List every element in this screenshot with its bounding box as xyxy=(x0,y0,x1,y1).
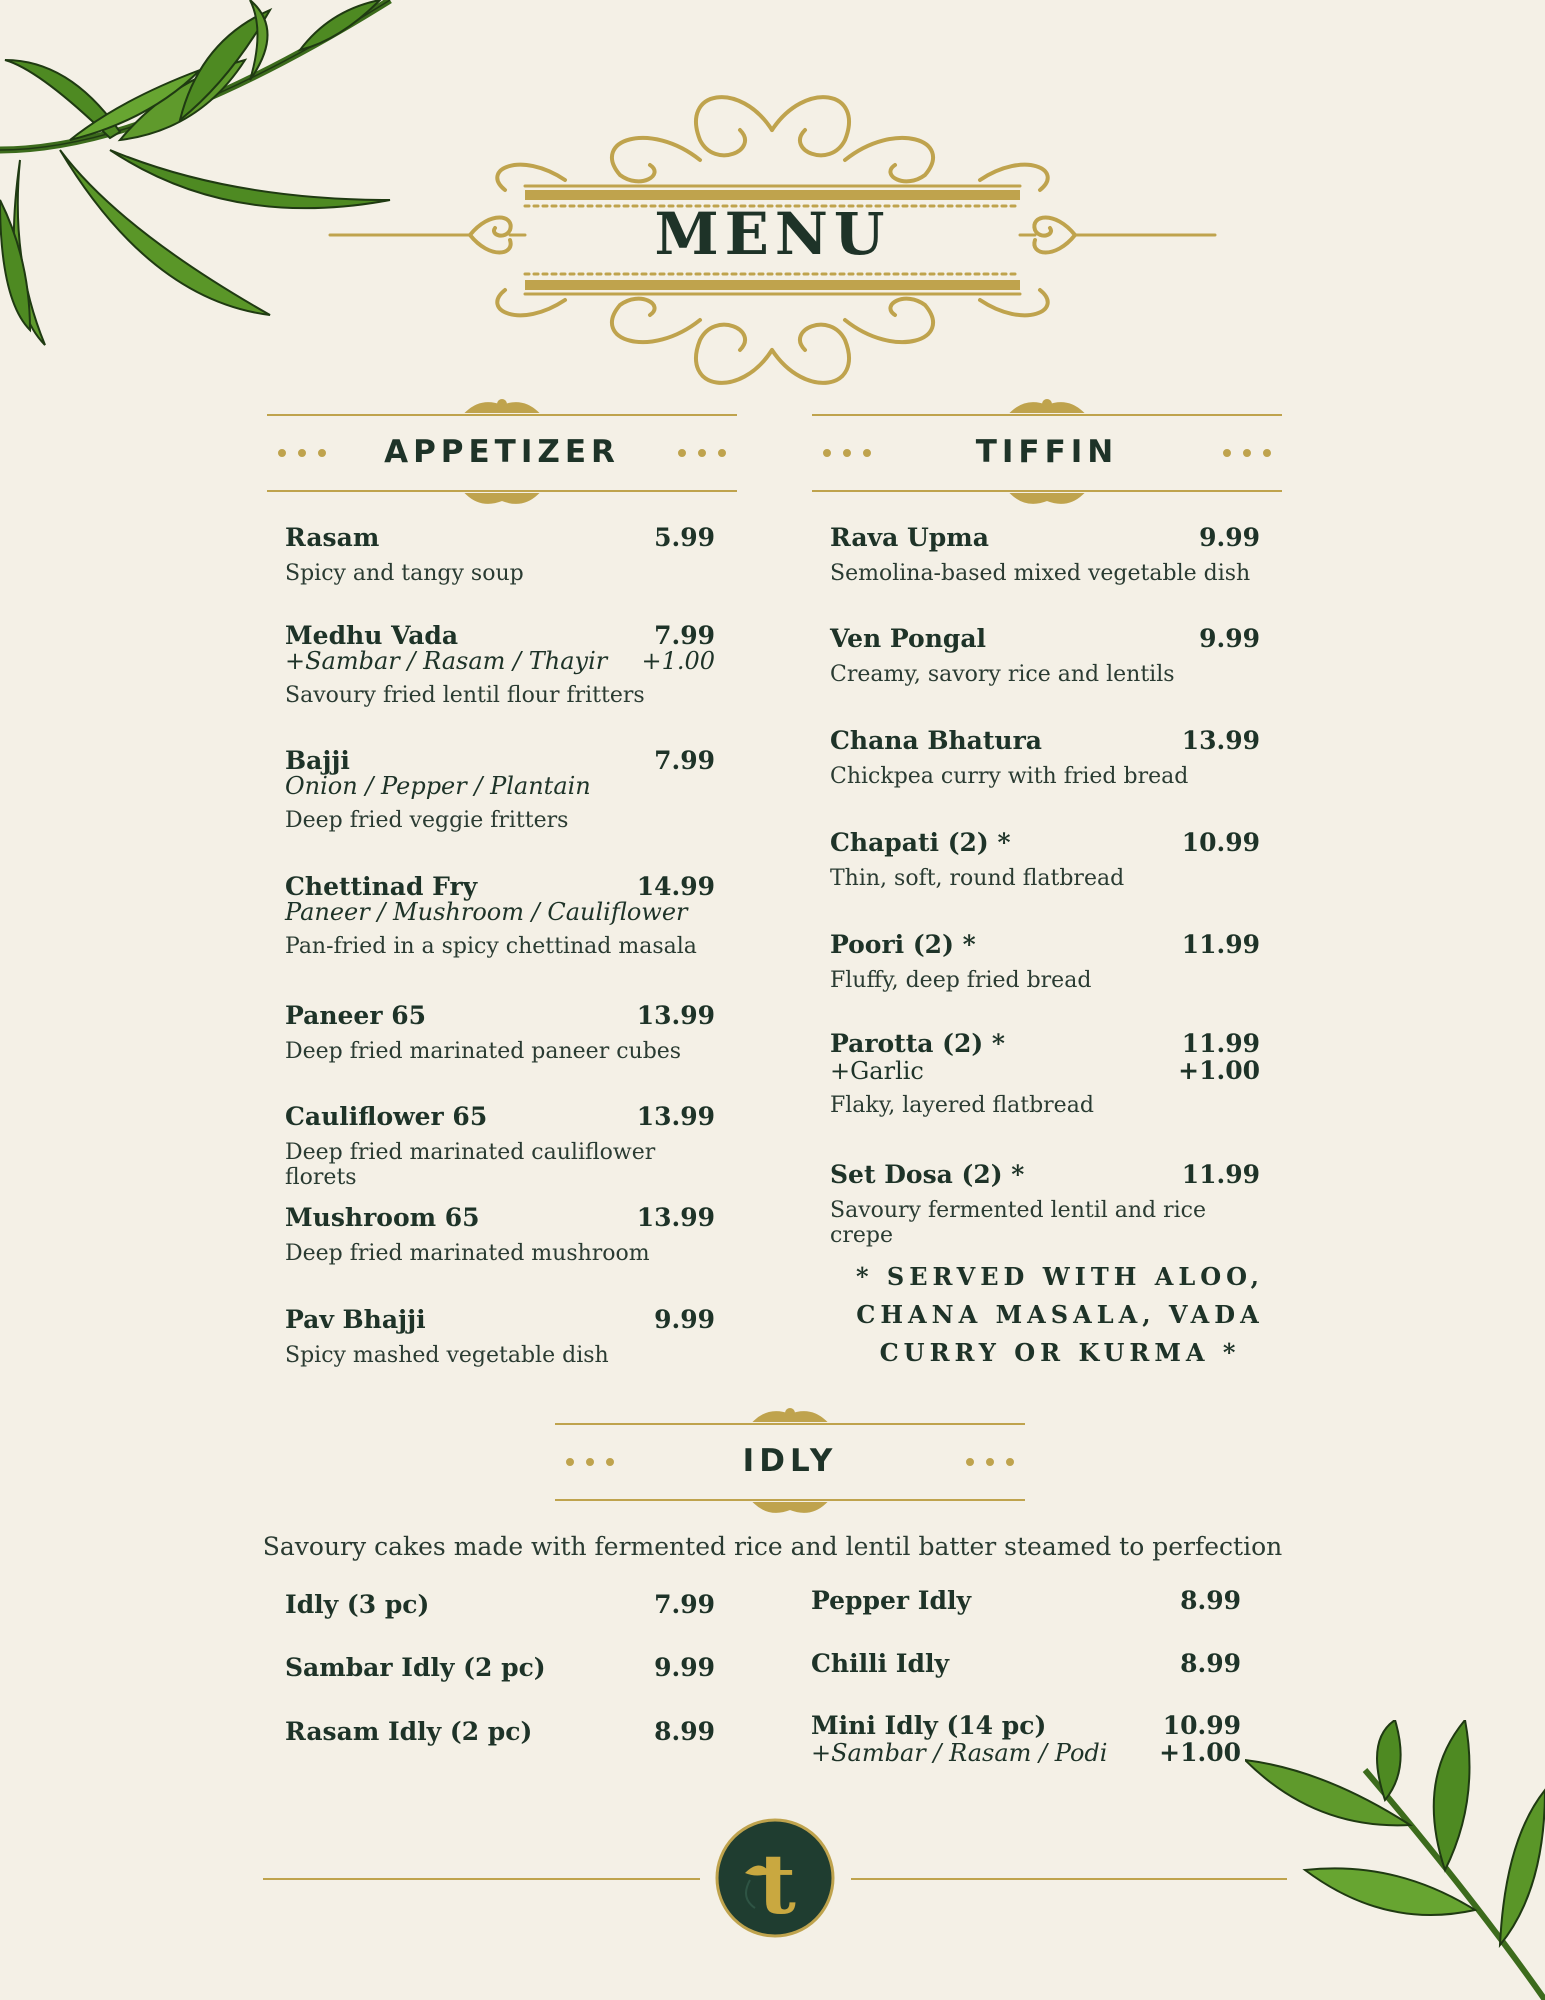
idly-description: Savoury cakes made with fermented rice and lentil batter steamed to perfection xyxy=(262,1532,1283,1561)
item-name: Idly (3 pc) xyxy=(285,1590,430,1619)
item-name: Chana Bhatura xyxy=(830,726,1042,755)
menu-item xyxy=(830,828,1260,891)
item-price: 8.99 xyxy=(1180,1649,1241,1678)
menu-item xyxy=(285,621,715,708)
item-price: 9.99 xyxy=(1199,624,1260,653)
menu-item xyxy=(811,1649,1241,1679)
item-price: 13.99 xyxy=(636,1001,715,1030)
item-name: Bajji xyxy=(285,746,350,775)
item-name: Rasam Idly (2 pc) xyxy=(285,1717,533,1746)
appetizer-section-heading xyxy=(267,398,737,508)
item-name: Parotta (2) * xyxy=(830,1029,1005,1058)
footer-divider-left xyxy=(263,1878,700,1880)
note-line: CURRY OR KURMA * xyxy=(879,1338,1241,1367)
item-description: Thin, soft, round flatbread xyxy=(830,866,1125,891)
item-name: Paneer 65 xyxy=(285,1001,426,1030)
item-name: Medhu Vada xyxy=(285,621,459,650)
item-options: Onion / Pepper / Plantain xyxy=(285,772,591,800)
menu-item xyxy=(830,523,1260,586)
footer-divider-right xyxy=(851,1878,1287,1880)
tiffin-section-heading xyxy=(812,398,1282,508)
item-name: Pav Bhajji xyxy=(285,1305,426,1334)
idly-section-heading xyxy=(555,1407,1025,1517)
item-description: Spicy mashed vegetable dish xyxy=(285,1343,609,1368)
item-options: +Sambar / Rasam / Thayir xyxy=(285,647,608,675)
tiffin-heading: TIFFIN xyxy=(975,434,1119,470)
item-name: Chapati (2) * xyxy=(830,828,1011,857)
item-description: Pan-fried in a spicy chettinad masala xyxy=(285,934,697,959)
item-description: Spicy and tangy soup xyxy=(285,561,524,586)
item-description: Deep fried marinated paneer cubes xyxy=(285,1039,682,1064)
item-description: Fluffy, deep fried bread xyxy=(830,968,1092,993)
item-price: 10.99 xyxy=(1162,1711,1241,1740)
tiffin-served-with-note xyxy=(830,1258,1290,1372)
menu-item xyxy=(285,1717,715,1747)
item-price: 13.99 xyxy=(636,1203,715,1232)
item-price: 8.99 xyxy=(1180,1586,1241,1615)
item-name: Ven Pongal xyxy=(830,624,987,653)
item-price: 13.99 xyxy=(1181,726,1260,755)
menu-item xyxy=(285,1653,715,1683)
item-option-price: +1.00 xyxy=(1178,1056,1260,1085)
menu-item xyxy=(285,1590,715,1620)
menu-item xyxy=(830,1029,1260,1118)
menu-item xyxy=(830,1160,1260,1248)
note-line: * SERVED WITH ALOO, xyxy=(855,1262,1265,1291)
item-description: Deep fried marinated mushroom xyxy=(285,1241,650,1266)
menu-item xyxy=(285,1305,715,1368)
menu-item xyxy=(285,1102,715,1190)
item-options: +Sambar / Rasam / Podi xyxy=(811,1739,1108,1767)
item-description: Flaky, layered flatbread xyxy=(830,1093,1094,1118)
item-name: Poori (2) * xyxy=(830,930,976,959)
item-options: +Garlic xyxy=(830,1057,924,1085)
menu-title: MENU xyxy=(654,200,891,268)
item-price: 9.99 xyxy=(654,1653,715,1682)
appetizer-heading: APPETIZER xyxy=(384,434,620,470)
menu-item xyxy=(830,930,1260,993)
item-name: Sambar Idly (2 pc) xyxy=(285,1653,546,1682)
item-description: Creamy, savory rice and lentils xyxy=(830,662,1175,687)
item-price: 11.99 xyxy=(1181,1160,1260,1189)
item-price: 9.99 xyxy=(654,1305,715,1334)
item-price: 8.99 xyxy=(654,1717,715,1746)
menu-item xyxy=(285,872,715,959)
idly-heading: IDLY xyxy=(742,1443,838,1479)
item-name: Rasam xyxy=(285,523,380,552)
item-price: 7.99 xyxy=(654,1590,715,1619)
logo-letter: t xyxy=(758,1837,796,1933)
item-option-price: +1.00 xyxy=(1159,1738,1241,1767)
item-description: Chickpea curry with fried bread xyxy=(830,764,1189,789)
item-price: 5.99 xyxy=(654,523,715,552)
item-price: 7.99 xyxy=(654,621,715,650)
note-line: CHANA MASALA, VADA xyxy=(856,1300,1264,1329)
item-name: Mini Idly (14 pc) xyxy=(811,1711,1047,1740)
item-description: Deep fried veggie fritters xyxy=(285,808,569,833)
logo-icon xyxy=(715,1818,835,1938)
item-description: Deep fried marinated cauliflower florets xyxy=(285,1140,656,1190)
item-price: 14.99 xyxy=(636,872,715,901)
leaf-branch-bottom-right xyxy=(1245,1720,1545,2000)
item-name: Cauliflower 65 xyxy=(285,1102,488,1131)
item-name: Pepper Idly xyxy=(811,1586,971,1615)
item-description: Savoury fried lentil flour fritters xyxy=(285,683,645,708)
item-option-price: +1.00 xyxy=(641,647,715,675)
item-price: 11.99 xyxy=(1181,930,1260,959)
item-options: Paneer / Mushroom / Cauliflower xyxy=(285,898,688,926)
menu-item xyxy=(811,1711,1241,1767)
menu-item xyxy=(285,1001,715,1064)
menu-item xyxy=(830,624,1260,687)
item-price: 13.99 xyxy=(636,1102,715,1131)
item-description: Semolina-based mixed vegetable dish xyxy=(830,561,1251,586)
menu-item xyxy=(285,1203,715,1266)
item-description: Savoury fermented lentil and rice crepe xyxy=(830,1198,1207,1248)
item-price: 9.99 xyxy=(1199,523,1260,552)
menu-item xyxy=(285,746,715,833)
menu-item xyxy=(285,523,715,586)
item-name: Chilli Idly xyxy=(811,1649,949,1678)
item-price: 10.99 xyxy=(1181,828,1260,857)
item-name: Chettinad Fry xyxy=(285,872,478,901)
menu-item xyxy=(811,1586,1241,1616)
item-name: Rava Upma xyxy=(830,523,989,552)
item-price: 7.99 xyxy=(654,746,715,775)
item-name: Set Dosa (2) * xyxy=(830,1160,1025,1189)
item-name: Mushroom 65 xyxy=(285,1203,480,1232)
item-price: 11.99 xyxy=(1181,1029,1260,1058)
menu-item xyxy=(830,726,1260,789)
